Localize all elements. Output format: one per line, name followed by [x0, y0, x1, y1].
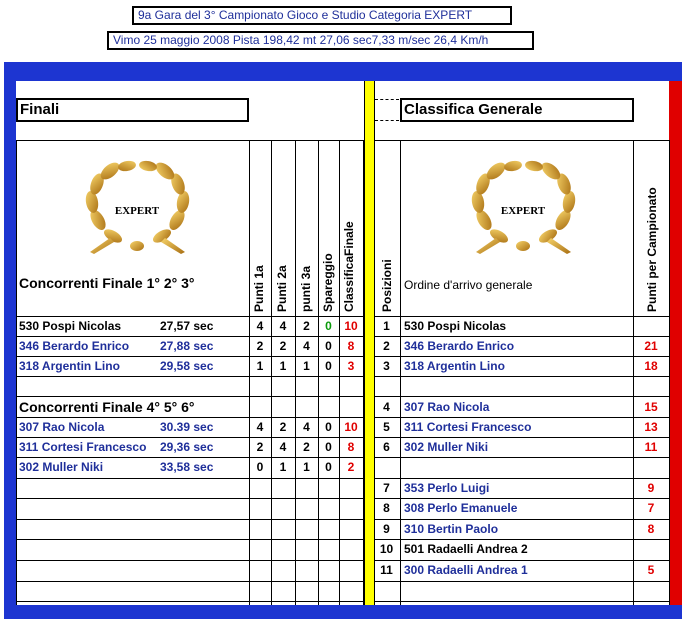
grid-header-line — [373, 140, 669, 141]
position-number: 10 — [379, 542, 394, 556]
race-time: 27,57 sec — [160, 319, 214, 333]
position-number: 3 — [383, 359, 390, 373]
overall-competitor-name: 310 Bertin Paolo — [404, 522, 499, 536]
position-number: 6 — [383, 440, 390, 454]
grid-row-line — [373, 457, 669, 458]
final-ranking: 8 — [347, 440, 355, 454]
final-ranking: 8 — [347, 339, 355, 353]
points-1a: 0 — [256, 460, 264, 474]
column-header: Spareggio — [321, 253, 335, 312]
position-number: 1 — [383, 319, 390, 333]
tiebreak: 0 — [325, 420, 332, 434]
grid-row-line — [373, 601, 669, 602]
championship-points: 8 — [647, 522, 655, 536]
final-ranking: 3 — [347, 359, 355, 373]
points-2a: 4 — [279, 319, 287, 333]
overall-competitor-name: 346 Berardo Enrico — [404, 339, 515, 353]
grid-col-line — [400, 140, 401, 605]
final-ranking: 10 — [344, 319, 358, 333]
right-title: Classifica Generale — [400, 98, 634, 122]
overall-competitor-name: 353 Perlo Luigi — [404, 481, 490, 495]
tiebreak: 0 — [325, 440, 332, 454]
column-header: Punti per Campionato — [645, 187, 659, 312]
grid-row-line — [373, 396, 669, 397]
points-3a: 1 — [303, 359, 310, 373]
overall-competitor-name: 311 Cortesi Francesco — [404, 420, 532, 434]
championship-points: 5 — [647, 563, 655, 577]
grid-header-line — [16, 140, 364, 141]
competitor-name: 530 Pospi Nicolas — [19, 319, 122, 333]
points-3a: 4 — [303, 339, 310, 353]
column-header: ClassificaFinale — [342, 221, 356, 312]
race-time: 29,58 sec — [160, 359, 214, 373]
grid-row-line — [373, 581, 669, 582]
competitor-name: 302 Muller Niki — [19, 460, 104, 474]
grid-row-line — [16, 498, 364, 499]
overall-competitor-name: 308 Perlo Emanuele — [404, 501, 518, 515]
points-1a: 4 — [256, 420, 264, 434]
championship-points: 15 — [644, 400, 658, 414]
tiebreak: 0 — [325, 460, 332, 474]
final-ranking: 2 — [347, 460, 355, 474]
tiebreak: 0 — [325, 339, 332, 353]
section1-heading: Concorrenti Finale 1° 2° 3° — [19, 275, 195, 291]
points-2a: 1 — [279, 460, 287, 474]
svg-text:EXPERT: EXPERT — [114, 205, 160, 217]
frame-bottom-bar — [4, 605, 682, 619]
grid-row-line — [16, 478, 364, 479]
col-order-header: Ordine d'arrivo generale — [404, 278, 533, 292]
title-banner: 9a Gara del 3° Campionato Gioco e Studio Categoria EXPERT — [132, 6, 512, 25]
grid-col-line — [669, 140, 670, 605]
points-2a: 1 — [279, 359, 287, 373]
column-header: Punti 1a — [252, 265, 266, 312]
points-2a: 4 — [279, 440, 287, 454]
tiebreak: 0 — [325, 319, 332, 333]
grid-row-line — [16, 581, 364, 582]
race-time: 29,36 sec — [160, 440, 214, 454]
points-3a: 4 — [303, 420, 310, 434]
overall-competitor-name: 530 Pospi Nicolas — [404, 319, 507, 333]
tiebreak: 0 — [325, 359, 332, 373]
points-1a: 2 — [256, 440, 264, 454]
championship-points: 9 — [647, 481, 655, 495]
position-number: 9 — [383, 522, 390, 536]
points-3a: 1 — [303, 460, 310, 474]
position-number: 5 — [383, 420, 390, 434]
championship-points: 13 — [644, 420, 658, 434]
overall-competitor-name: 300 Radaelli Andrea 1 — [404, 563, 528, 577]
grid-row-line — [373, 376, 669, 377]
championship-points: 21 — [644, 339, 658, 353]
frame-right-red-bar — [669, 81, 682, 605]
points-1a: 1 — [256, 359, 264, 373]
expert-wreath-logo-left — [80, 160, 195, 255]
points-3a: 2 — [303, 440, 310, 454]
dash-mark — [375, 120, 399, 122]
points-2a: 2 — [279, 420, 287, 434]
position-number: 7 — [383, 481, 390, 495]
grid-row-line — [16, 396, 364, 397]
championship-points: 7 — [647, 501, 655, 515]
svg-text:EXPERT: EXPERT — [500, 205, 546, 217]
competitor-name: 311 Cortesi Francesco — [19, 440, 147, 454]
position-number: 8 — [383, 501, 390, 515]
position-number: 4 — [383, 400, 390, 414]
points-1a: 2 — [256, 339, 264, 353]
column-header: Punti 2a — [275, 265, 289, 312]
grid-col-line — [16, 140, 17, 605]
competitor-name: 318 Argentin Lino — [19, 359, 120, 373]
column-header: Posizioni — [380, 259, 394, 312]
grid-row-line — [16, 601, 364, 602]
left-title: Finali — [16, 98, 249, 122]
position-number: 2 — [383, 339, 390, 353]
race-time: 27,88 sec — [160, 339, 214, 353]
race-info-banner: Vimo 25 maggio 2008 Pista 198,42 mt 27,06 sec7,33 m/sec 26,4 Km/h — [107, 31, 534, 50]
grid-row-line — [16, 539, 364, 540]
final-ranking: 10 — [344, 420, 358, 434]
section2-heading: Concorrenti Finale 4° 5° 6° — [19, 399, 195, 415]
grid-row-line — [16, 560, 364, 561]
competitor-name: 307 Rao Nicola — [19, 420, 105, 434]
grid-row-line — [16, 376, 364, 377]
column-header: punti 3a — [299, 265, 313, 312]
position-number: 11 — [380, 563, 393, 577]
overall-competitor-name: 318 Argentin Lino — [404, 359, 505, 373]
frame-left-bar — [4, 62, 16, 619]
overall-competitor-name: 501 Radaelli Andrea 2 — [404, 542, 528, 556]
dash-mark — [375, 99, 399, 101]
points-1a: 4 — [256, 319, 264, 333]
race-time: 30.39 sec — [160, 420, 214, 434]
overall-competitor-name: 307 Rao Nicola — [404, 400, 490, 414]
overall-competitor-name: 302 Muller Niki — [404, 440, 489, 454]
championship-points: 18 — [644, 359, 658, 373]
grid-row-line — [16, 519, 364, 520]
race-time: 33,58 sec — [160, 460, 214, 474]
championship-points: 11 — [644, 440, 658, 454]
points-3a: 2 — [303, 319, 310, 333]
competitor-name: 346 Berardo Enrico — [19, 339, 130, 353]
expert-wreath-logo-right — [466, 160, 581, 255]
frame-top-bar — [4, 62, 682, 81]
points-2a: 2 — [279, 339, 287, 353]
